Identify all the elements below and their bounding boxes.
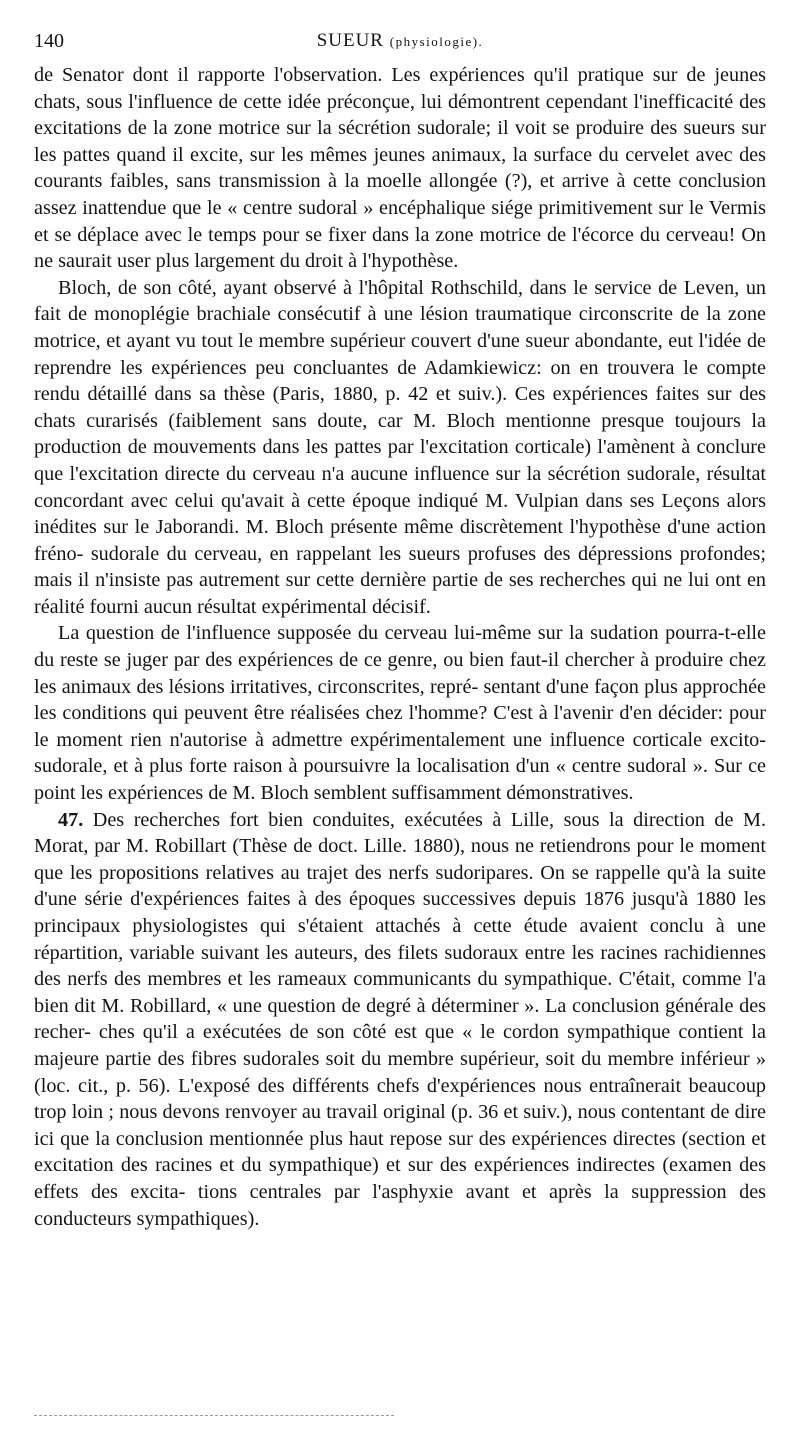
text-line: pourra-t-elle du reste se juger par des expériences de ce genre, ou bien faut-il: [34, 622, 767, 672]
text-line: Bloch, de son côté, ayant observé à l'hôpital Rothschild, dans le service de Leven,: [58, 276, 740, 299]
text-line: chercher à produire chez les animaux des lésions irritatives, circonscrites, repré-: [34, 649, 767, 698]
text-line: majeure partie des fibres sudorales soit du membre supérieur, soit du membre: [34, 1047, 674, 1070]
text-line: on en trouvera le compte rendu détaillé dans sa thèse (Paris, 1880, p. 42 et suiv.).: [34, 356, 766, 406]
text-line: cette étude avaient conclu à une répartition, variable suivant les auteurs, des filets: [34, 915, 766, 964]
text-line: communicants du sympathique. C'était, comme l'a bien dit M. Robillard, « une: [34, 968, 766, 1017]
text-line: admettre expérimentalement une influence corticale excito-sudorale, et à plus: [34, 728, 766, 778]
running-subtitle: (physiologie).: [389, 34, 484, 49]
text-line: tions centrales par l'asphyxie avant et après la suppression des conducteurs: [34, 1180, 767, 1230]
body-text: [34, 62, 766, 1232]
paragraph: [34, 62, 766, 275]
text-line: sudoraux entre les racines rachidiennes des nerfs des membres et les rameaux: [34, 941, 767, 991]
running-head: [34, 30, 766, 52]
text-line: sentant d'une façon plus approchée les conditions qui peuvent être réalisées: [34, 675, 767, 725]
text-line: moment que les propositions relatives au trajet des nerfs sudoripares. On se: [34, 835, 766, 884]
text-line: se produire des sueurs sur les pattes quand il excite, sur les mêmes jeunes: [34, 117, 766, 166]
text-line: forte raison à poursuivre la localisation d'un « centre sudoral ». Sur ce point: [34, 755, 767, 805]
text-line: Des recherches fort bien conduites, exécutées à Lille, sous la direction de: [92, 808, 734, 831]
text-line: animaux, la surface du cervelet avec des courants faibles, sans transmission à la: [34, 143, 767, 193]
text-line: user plus largement du droit à l'hypothèse.: [116, 250, 459, 273]
text-line: repose sur des expériences directes (section et excitation des racines et du: [34, 1127, 766, 1177]
paragraph: [34, 275, 766, 621]
text-line: moelle allongée (?), et arrive à cette conclusion assez inattendue que le « centre: [34, 170, 766, 219]
text-line: M. Morat, par M. Robillart (Thèse de doct. Lille. 1880), nous ne retiendrons pour le: [34, 808, 766, 858]
text-line: de Senator dont il rapporte l'observation. Les expériences qu'il pratique sur de: [34, 64, 706, 86]
text-line: sudorale du cerveau, en rappelant les sueurs profuses des dépressions profondes;: [90, 542, 766, 565]
page-header: [34, 30, 766, 56]
text-line: l'inefficacité des excitations de la zone motrice sur la sécrétion sudorale; il voit: [34, 90, 767, 140]
text-line: qu'avait à cette époque indiqué M. Vulpian dans ses Leçons alors inédites sur le: [34, 489, 767, 539]
text-line: sympathique) et sur des expériences indirectes (examen des effets des excita-: [34, 1154, 766, 1203]
text-line: l'excitation corticale) l'amènent à conclure que l'excitation directe du cerveau: [34, 436, 766, 485]
text-line: inférieur » (loc. cit., p. 56). L'exposé des différents chefs d'expériences nous: [34, 1047, 767, 1097]
text-line: mentionne presque toujours la production de mouvements dans les pattes par: [34, 409, 766, 459]
text-line: un fait de monoplégie brachiale consécutif à une lésion traumatique circonscrite: [34, 276, 766, 326]
text-line: sudoral » encéphalique siége primitivement sur le Vermis et se déplace avec le: [34, 196, 766, 246]
text-line: temps pour se fixer dans la zone motrice de l'écorce du cerveau! On ne saurait: [34, 223, 766, 273]
running-title: SUEUR: [316, 30, 384, 51]
text-line: La question de l'influence supposée du cerveau lui-même sur la sudation: [58, 622, 659, 645]
text-line: abondante, eut l'idée de reprendre les expériences peu concluantes de Adamkiewicz:: [34, 329, 766, 379]
paragraph: [34, 807, 766, 1233]
text-line: chez l'homme? C'est à l'avenir d'en décider: pour le moment rien n'autorise à: [34, 702, 767, 751]
text-line: depuis 1876 jusqu'à 1880 les principaux physiologistes qui s'étaient attachés à: [34, 888, 767, 937]
text-line: ches qu'il a exécutées de son côté est que « le cordon sympathique contient la: [98, 1021, 766, 1044]
text-line: jeunes chats, sous l'influence de cette idée préconçue, lui démontrent cependant: [34, 64, 767, 113]
text-line: de la zone motrice, et ayant vu tout le membre supérieur couvert d'une sueur: [34, 303, 767, 352]
footer-rule: [34, 1415, 394, 1416]
text-line: entraînerait beaucoup trop loin ; nous devons renvoyer au travail original (p. 36: [34, 1074, 767, 1124]
paragraph: [34, 620, 766, 806]
text-line: n'a aucune influence sur la sécrétion sudorale, résultat concordant avec celui: [34, 462, 767, 512]
text-line: et suiv.), nous contentant de dire ici que la conclusion mentionnée plus haut: [34, 1101, 767, 1150]
text-line: les expériences de M. Bloch semblent suffisamment démonstratives.: [80, 782, 634, 805]
section-number: 47.: [58, 808, 84, 831]
text-line: rappelle qu'à la suite d'une série d'expériences faites à des époques successives: [34, 861, 766, 911]
text-line: question de degré à déterminer ». La conclusion générale des recher-: [34, 994, 767, 1044]
text-line: Jaborandi. M. Bloch présente même discrètement l'hypothèse d'une action fréno-: [34, 516, 766, 565]
text-line: lui ont en réalité fourni aucun résultat expérimental décisif.: [34, 569, 766, 618]
page-number: 140: [34, 30, 64, 52]
text-line: sympathiques).: [136, 1207, 260, 1230]
text-line: mais il n'insiste pas autrement sur cette dernière partie de ses recherches qui ne: [34, 569, 683, 592]
text-line: Ces expériences faites sur des chats curarisés (faiblement sans doute, car M. Bloch: [34, 383, 767, 432]
